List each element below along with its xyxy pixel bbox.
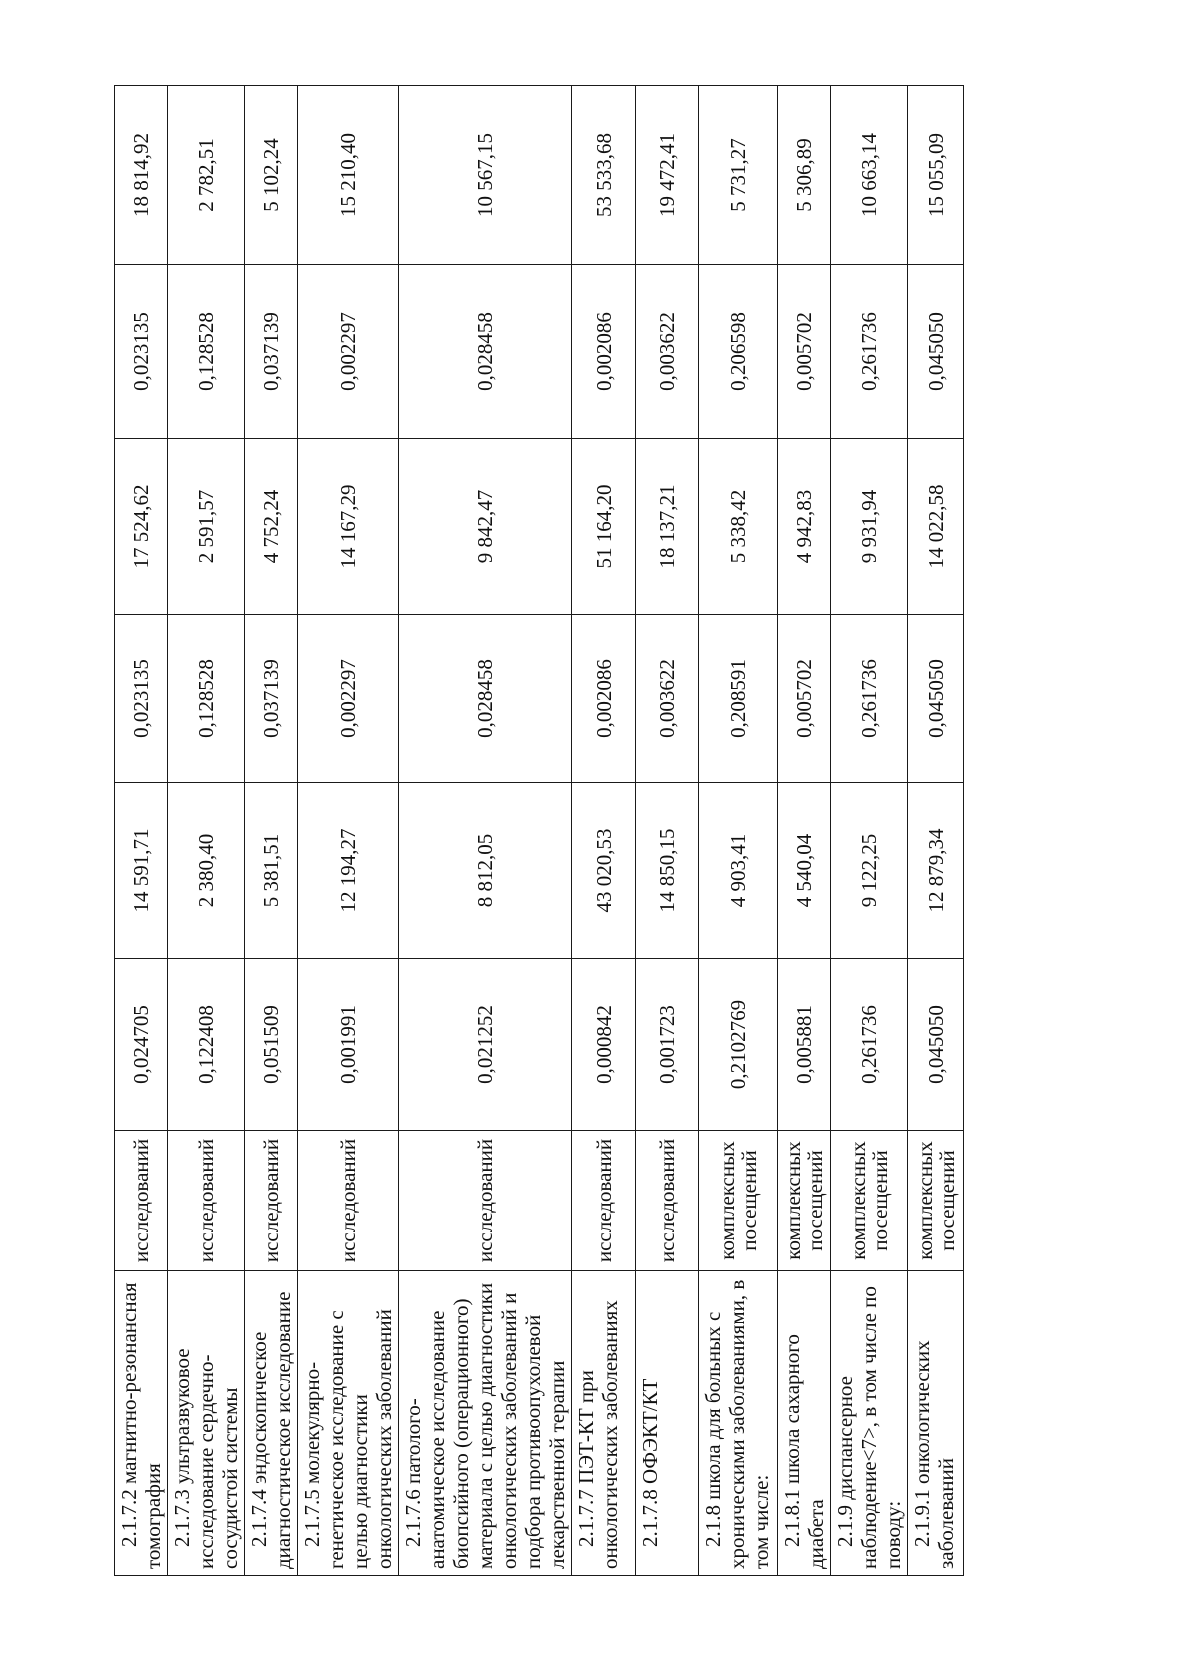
table-row	[831, 86, 908, 1576]
indicator-name-cell	[831, 1271, 908, 1576]
value-cell: 0,045050	[908, 265, 964, 439]
indicator-name-cell	[636, 1271, 699, 1576]
value-cell: 9 931,94	[831, 439, 908, 615]
unit-cell: исследований	[572, 1131, 636, 1271]
table-row	[168, 86, 245, 1576]
value-cell: 0,001723	[636, 959, 699, 1131]
value-cell: 0,2102769	[699, 959, 778, 1131]
indicator-name-cell	[778, 1271, 831, 1576]
table-row	[699, 86, 778, 1576]
value-cell: 0,045050	[908, 615, 964, 783]
unit-cell: исследований	[298, 1131, 399, 1271]
value-cell: 0,128528	[168, 265, 245, 439]
indicator-name: 2.1.9.1 онкологических заболеваний	[910, 1340, 958, 1569]
value-cell: 4 540,04	[778, 783, 831, 959]
indicator-name: 2.1.7.3 ультразвуковое исследование сердечно-сосудистой системы	[170, 1348, 242, 1569]
value-cell: 12 879,34	[908, 783, 964, 959]
indicator-name-cell	[572, 1271, 636, 1576]
table-row	[399, 86, 572, 1576]
indicator-name-cell	[245, 1271, 298, 1576]
value-cell: 0,002086	[572, 265, 636, 439]
value-cell: 0,023135	[115, 615, 168, 783]
value-cell: 0,005881	[778, 959, 831, 1131]
value-cell: 5 102,24	[245, 86, 298, 265]
value-cell: 2 782,51	[168, 86, 245, 265]
value-cell: 15 210,40	[298, 86, 399, 265]
indicator-name-cell	[168, 1271, 245, 1576]
table-row	[245, 86, 298, 1576]
value-cell: 0,005702	[778, 265, 831, 439]
unit-cell: комплексных посещений	[699, 1131, 778, 1271]
unit-cell: исследований	[168, 1131, 245, 1271]
table-row	[572, 86, 636, 1576]
value-cell: 12 194,27	[298, 783, 399, 959]
value-cell: 4 903,41	[699, 783, 778, 959]
indicator-name-cell	[298, 1271, 399, 1576]
table-row	[298, 86, 399, 1576]
value-cell: 19 472,41	[636, 86, 699, 265]
tariff-table	[114, 85, 964, 1576]
value-cell: 0,002297	[298, 265, 399, 439]
indicator-name: 2.1.7.2 магнитно-резонансная томография	[117, 1282, 165, 1569]
value-cell: 10 663,14	[831, 86, 908, 265]
value-cell: 0,208591	[699, 615, 778, 783]
table-body	[115, 86, 964, 1576]
value-cell: 18 137,21	[636, 439, 699, 615]
value-cell: 4 752,24	[245, 439, 298, 615]
indicator-name: 2.1.8 школа для больных с хроническими заболеваниями, в том числе:	[701, 1279, 773, 1569]
value-cell: 51 164,20	[572, 439, 636, 615]
unit-cell: комплексных посещений	[778, 1131, 831, 1271]
value-cell: 0,051509	[245, 959, 298, 1131]
value-cell: 18 814,92	[115, 86, 168, 265]
value-cell: 0,001991	[298, 959, 399, 1131]
indicator-name-cell	[908, 1271, 964, 1576]
value-cell: 17 524,62	[115, 439, 168, 615]
value-cell: 0,023135	[115, 265, 168, 439]
indicator-name: 2.1.8.1 школа сахарного диабета	[780, 1334, 828, 1569]
value-cell: 5 731,27	[699, 86, 778, 265]
value-cell: 15 055,09	[908, 86, 964, 265]
table-row	[636, 86, 699, 1576]
value-cell: 8 812,05	[399, 783, 572, 959]
value-cell: 0,028458	[399, 615, 572, 783]
unit-cell: исследований	[399, 1131, 572, 1271]
value-cell: 0,128528	[168, 615, 245, 783]
indicator-name-cell	[399, 1271, 572, 1576]
value-cell: 0,021252	[399, 959, 572, 1131]
indicator-name: 2.1.7.7 ПЭТ-КТ при онкологических заболеваниях	[574, 1300, 622, 1569]
table-row	[778, 86, 831, 1576]
value-cell: 0,000842	[572, 959, 636, 1131]
value-cell: 14 167,29	[298, 439, 399, 615]
value-cell: 0,003622	[636, 615, 699, 783]
value-cell: 2 591,57	[168, 439, 245, 615]
value-cell: 0,003622	[636, 265, 699, 439]
value-cell: 9 842,47	[399, 439, 572, 615]
unit-cell: комплексных посещений	[908, 1131, 964, 1271]
indicator-name: 2.1.7.5 молекулярно-генетическое исследование с целью диагностики онкологических заболеваний	[300, 1309, 396, 1569]
unit-cell: исследований	[636, 1131, 699, 1271]
value-cell: 5 306,89	[778, 86, 831, 265]
indicator-name: 2.1.9 диспансерное наблюдение<7>, в том числе по поводу:	[833, 1286, 905, 1569]
value-cell: 0,002086	[572, 615, 636, 783]
value-cell: 5 381,51	[245, 783, 298, 959]
unit-cell: исследований	[115, 1131, 168, 1271]
value-cell: 0,037139	[245, 615, 298, 783]
indicator-name: 2.1.7.8 ОФЭКТ/КТ	[638, 1378, 662, 1547]
table-row	[115, 86, 168, 1576]
value-cell: 0,122408	[168, 959, 245, 1131]
value-cell: 0,024705	[115, 959, 168, 1131]
indicator-name: 2.1.7.6 патолого-анатомическое исследование биопсийного (операционного) материала с целью диагностики онкологических заболеваний и подбора противоопухолевой лекарственной терапии	[401, 1282, 569, 1569]
value-cell: 0,206598	[699, 265, 778, 439]
value-cell: 2 380,40	[168, 783, 245, 959]
value-cell: 14 850,15	[636, 783, 699, 959]
value-cell: 0,045050	[908, 959, 964, 1131]
value-cell: 0,037139	[245, 265, 298, 439]
indicator-name-cell	[115, 1271, 168, 1576]
value-cell: 43 020,53	[572, 783, 636, 959]
table-row	[908, 86, 964, 1576]
value-cell: 10 567,15	[399, 86, 572, 265]
value-cell: 0,261736	[831, 615, 908, 783]
value-cell: 9 122,25	[831, 783, 908, 959]
unit-cell: исследований	[245, 1131, 298, 1271]
value-cell: 0,261736	[831, 959, 908, 1131]
value-cell: 0,261736	[831, 265, 908, 439]
indicator-name: 2.1.7.4 эндоскопическое диагностическое исследование	[247, 1291, 295, 1569]
indicator-name-cell	[699, 1271, 778, 1576]
value-cell: 0,005702	[778, 615, 831, 783]
value-cell: 0,002297	[298, 615, 399, 783]
unit-cell: комплексных посещений	[831, 1131, 908, 1271]
value-cell: 4 942,83	[778, 439, 831, 615]
value-cell: 14 022,58	[908, 439, 964, 615]
value-cell: 53 533,68	[572, 86, 636, 265]
value-cell: 14 591,71	[115, 783, 168, 959]
value-cell: 5 338,42	[699, 439, 778, 615]
value-cell: 0,028458	[399, 265, 572, 439]
